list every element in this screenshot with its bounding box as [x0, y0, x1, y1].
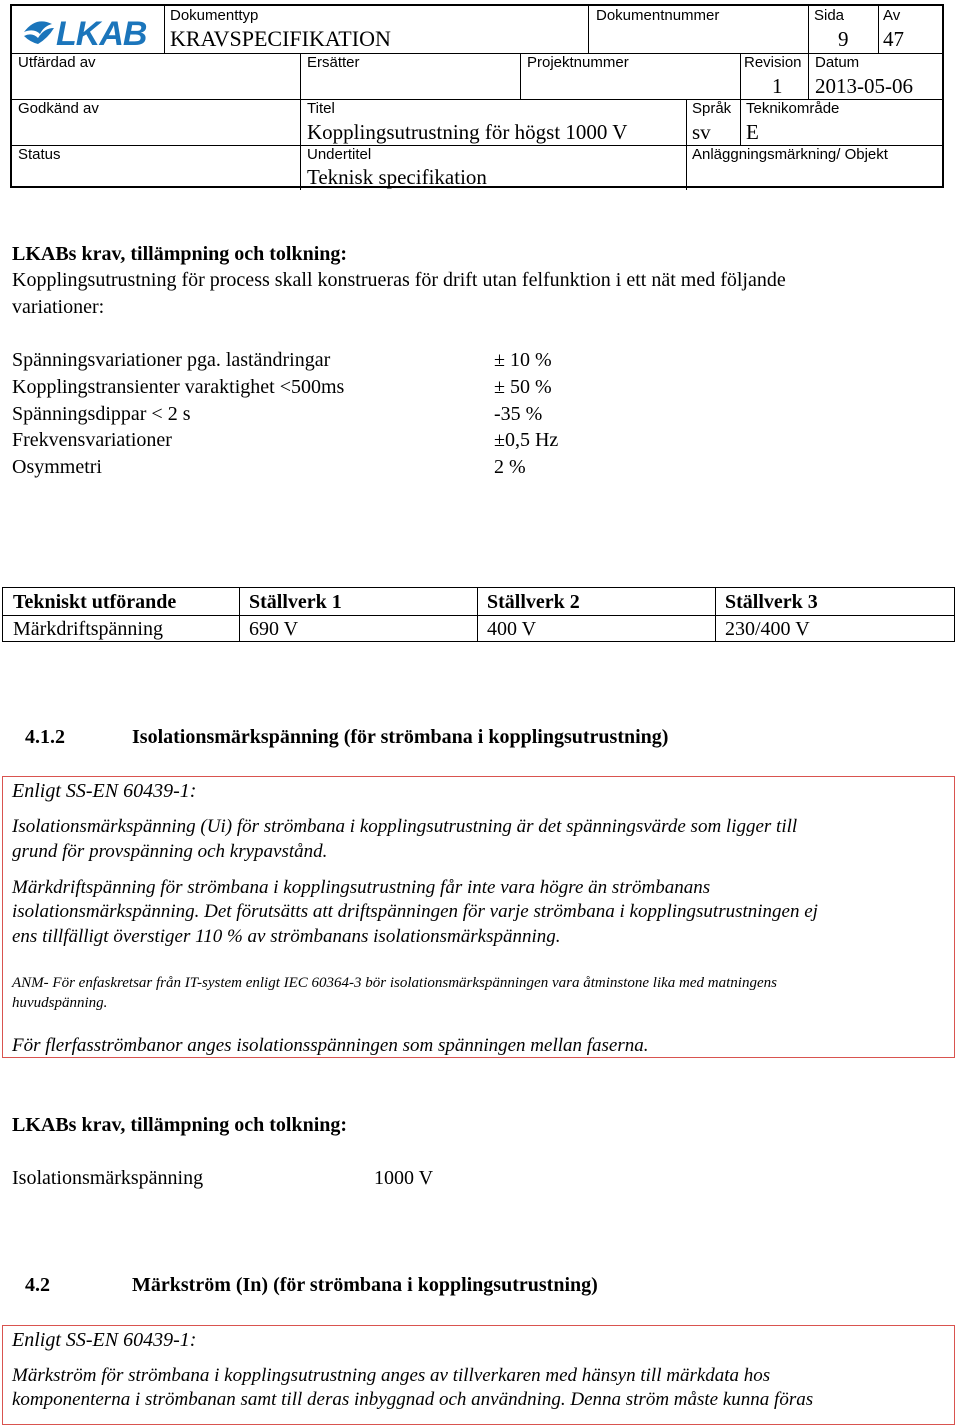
header-rule: [164, 6, 165, 53]
table-header: Ställverk 1: [249, 591, 342, 613]
date: 2013-05-06: [815, 74, 913, 98]
table-cell: Märkdriftspänning: [13, 618, 163, 640]
variation-value: ±0,5 Hz: [494, 429, 559, 451]
technical-design-table: [2, 587, 955, 642]
language: sv: [692, 120, 711, 144]
intro-text: Kopplingsutrustning för process skall konstrueras för drift utan felfunktion i ett nät med följande: [12, 269, 786, 291]
tech-area: E: [746, 120, 759, 144]
standard-heading: Enligt SS-EN 60439-1:: [12, 1329, 197, 1351]
table-rule: [477, 588, 478, 641]
date-label: Datum: [815, 54, 860, 71]
variation-name: Frekvensvariationer: [12, 429, 172, 451]
header-rule: [740, 53, 741, 99]
section-title: Märkström (In) (för strömbana i kopplingsutrustning): [132, 1274, 598, 1296]
language-label: Språk: [692, 100, 732, 117]
table-rule: [3, 615, 954, 616]
standard-text: komponenterna i strömbanan samt till deras inbyggnad och användning. Denna ström måste kunna föras: [12, 1389, 814, 1410]
doc-type-label: Dokumenttyp: [170, 7, 259, 24]
header-rule: [686, 99, 687, 190]
table-rule: [715, 588, 716, 641]
table-rule: [239, 588, 240, 641]
table-cell: 690 V: [249, 618, 299, 640]
standard-note: ANM- För enfaskretsar från IT-system enligt IEC 60364-3 bör isolationsmärkspänningen vara åtminstone lika med matningens: [12, 975, 777, 991]
standard-text: Märkström för strömbana i kopplingsutrustning anges av tillverkaren med hänsyn till märkdata hos: [12, 1365, 771, 1386]
requirement-value: 1000 V: [374, 1167, 434, 1189]
requirement-name: Isolationsmärkspänning: [12, 1167, 204, 1189]
table-cell: 400 V: [487, 618, 537, 640]
variation-value: ± 10 %: [494, 349, 552, 371]
lkab-requirements-heading: LKABs krav, tillämpning och tolkning:: [12, 1114, 348, 1136]
replaces-label: Ersätter: [307, 54, 360, 71]
section-title: Isolationsmärkspänning (för strömbana i kopplingsutrustning): [132, 726, 669, 748]
variation-value: 2 %: [494, 456, 526, 478]
variation-name: Spänningsdippar < 2 s: [12, 403, 191, 425]
document-header: [10, 4, 944, 188]
header-rule: [740, 99, 741, 145]
variation-value: ± 50 %: [494, 376, 552, 398]
standard-note: huvudspänning.: [12, 995, 108, 1011]
document-title: Kopplingsutrustning för högst 1000 V: [307, 120, 628, 144]
plant-marking-label: Anläggningsmärkning/ Objekt: [692, 146, 888, 163]
variation-name: Osymmetri: [12, 456, 102, 478]
variation-name: Spänningsvariationer pga. laständringar: [12, 349, 331, 371]
approved-by-label: Godkänd av: [18, 100, 99, 117]
lkab-logo-icon: [22, 14, 164, 48]
document-subtitle: Teknisk specifikation: [307, 165, 487, 189]
standard-heading: Enligt SS-EN 60439-1:: [12, 780, 197, 802]
issued-by-label: Utfärdad av: [18, 54, 96, 71]
standard-text: grund för provspänning och krypavstånd.: [12, 841, 328, 862]
subtitle-label: Undertitel: [307, 146, 372, 163]
table-header: Tekniskt utförande: [13, 591, 177, 613]
doc-type: KRAVSPECIFIKATION: [170, 26, 391, 51]
header-rule: [588, 6, 589, 53]
page-total: 47: [883, 27, 904, 51]
project-number-label: Projektnummer: [527, 54, 629, 71]
variation-value: -35 %: [494, 403, 543, 425]
lkab-requirements-heading: LKABs krav, tillämpning och tolkning:: [12, 243, 348, 265]
header-rule: [808, 6, 809, 53]
standard-quote-box: [2, 776, 955, 1058]
standard-text: Isolationsmärkspänning (Ui) för strömbana i kopplingsutrustning är det spänningsvärde som ligger till: [12, 816, 798, 837]
table-header: Ställverk 3: [725, 591, 818, 613]
page-label: Sida: [814, 7, 845, 24]
table-cell: 230/400 V: [725, 618, 810, 640]
standard-quote-box: [2, 1325, 955, 1425]
section-number: 4.2: [25, 1274, 50, 1296]
revision-label: Revision: [744, 54, 802, 71]
header-rule: [808, 53, 809, 99]
section-number: 4.1.2: [25, 726, 65, 748]
revision: 1: [772, 74, 783, 98]
header-rule: [878, 6, 879, 53]
standard-text: ens tillfälligt överstiger 110 % av strömbanans isolationsmärkspänning.: [12, 926, 561, 947]
status-label: Status: [18, 146, 61, 163]
header-rule: [12, 53, 942, 54]
doc-number-label: Dokumentnummer: [596, 7, 720, 24]
logo-text: LKAB: [56, 15, 147, 48]
title-label: Titel: [307, 100, 335, 117]
table-header: Ställverk 2: [487, 591, 580, 613]
tech-area-label: Teknikområde: [746, 100, 840, 117]
header-rule: [300, 99, 301, 190]
standard-text: Märkdriftspänning för strömbana i kopplingsutrustning får inte vara högre än strömbanans: [12, 877, 711, 898]
standard-text: För flerfasströmbanor anges isolationsspänningen som spänningen mellan faserna.: [12, 1035, 649, 1056]
intro-text: variationer:: [12, 296, 105, 318]
header-rule: [300, 53, 301, 99]
variation-name: Kopplingstransienter varaktighet <500ms: [12, 376, 345, 398]
page-number: 9: [838, 27, 849, 51]
header-rule: [520, 53, 521, 99]
standard-text: isolationsmärkspänning. Det förutsätts att driftspänningen för varje strömbana i kopplingsutrustningen ej: [12, 901, 818, 922]
page-total-label: Av: [883, 7, 901, 24]
